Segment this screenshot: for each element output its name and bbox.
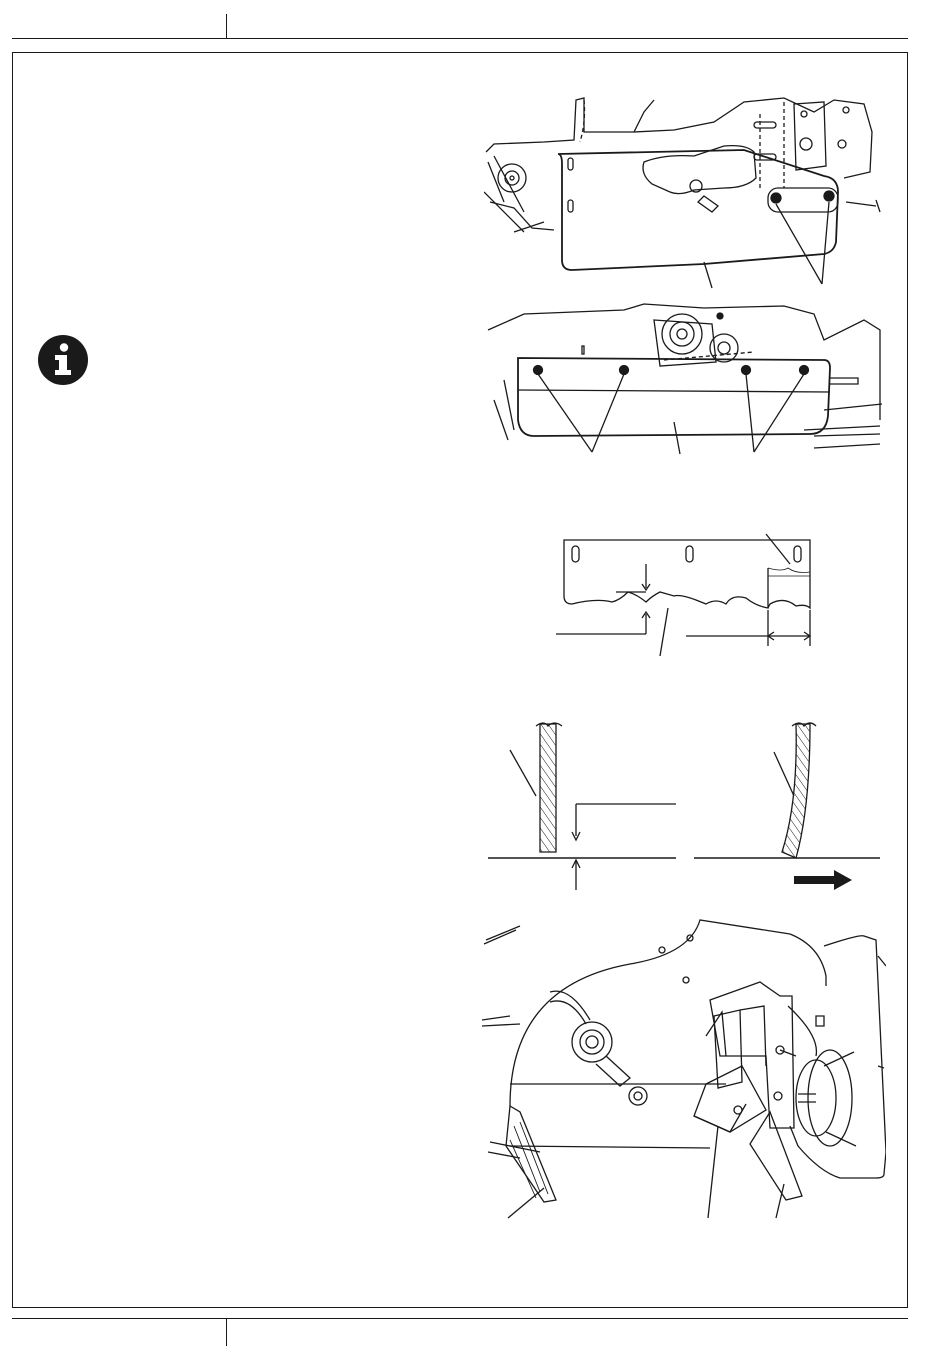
side-plate — [790, 936, 886, 1178]
flap-wear-diagram — [556, 528, 820, 658]
footer-divider — [226, 1318, 227, 1346]
header-top-rule — [12, 38, 908, 39]
footer-top-rule — [12, 1318, 908, 1319]
skirt-side-view-figure — [484, 92, 884, 292]
front-flap — [694, 1066, 766, 1132]
side-brush-assembly-figure — [480, 916, 886, 1224]
flap-height-diagram — [488, 712, 884, 898]
travel-arrow — [794, 870, 852, 890]
flap-outline — [564, 540, 810, 608]
info-icon — [37, 334, 89, 386]
flap-left — [540, 724, 556, 852]
skirt-rear-view-figure — [484, 300, 884, 460]
header-divider — [226, 14, 227, 39]
flap-right — [782, 724, 810, 858]
